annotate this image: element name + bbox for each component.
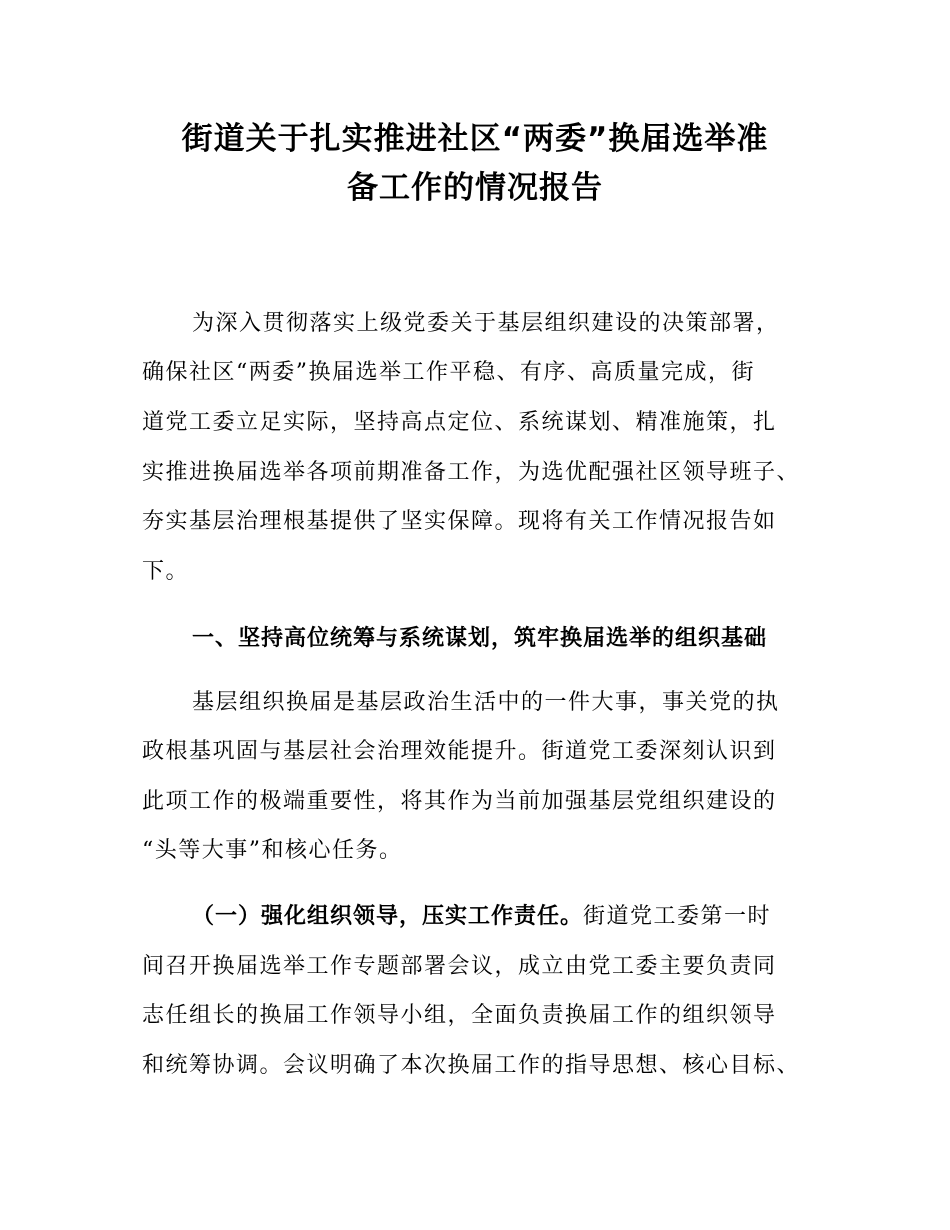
- section-1-line-3: 此项工作的极端重要性，将其作为当前加强基层党组织建设的: [142, 789, 777, 814]
- subsection-1-first-line: [192, 902, 812, 932]
- section-1-line-2: 政根基巩固与基层社会治理效能提升。街道党工委深刻认识到: [142, 739, 777, 764]
- subsection-1-line-2: 间召开换届选举工作专题部署会议，成立由党工委主要负责同: [142, 954, 777, 979]
- section-1-line-4: “头等大事”和核心任务。: [142, 838, 403, 863]
- document-title-line-1: 街道关于扎实推进社区“两委”换届选举准: [181, 121, 769, 157]
- document-title-line-2: 备工作的情况报告: [347, 170, 603, 206]
- section-1-heading: 一、坚持高位统筹与系统谋划，筑牢换届选举的组织基础: [192, 626, 768, 651]
- intro-line-4: 实推进换届选举各项前期准备工作，为选优配强社区领导班子、: [142, 460, 801, 485]
- intro-line-1: 为深入贯彻落实上级党委关于基层组织建设的决策部署，: [192, 311, 780, 336]
- intro-line-6: 下。: [142, 559, 190, 584]
- intro-line-2: 确保社区“两委”换届选举工作平稳、有序、高质量完成，街: [142, 360, 755, 385]
- subsection-1-heading: （一）强化组织领导，压实工作责任。: [192, 904, 584, 929]
- subsection-1-first-line-rest: 街道党工委第一时: [583, 904, 772, 929]
- section-1-line-1: 基层组织换届是基层政治生活中的一件大事，事关党的执: [192, 690, 780, 715]
- intro-line-5: 夯实基层治理根基提供了坚实保障。现将有关工作情况报告如: [142, 509, 777, 534]
- intro-line-3: 道党工委立足实际，坚持高点定位、系统谋划、精准施策，扎: [142, 410, 777, 435]
- subsection-1-line-3: 志任组长的换届工作领导小组，全面负责换届工作的组织领导: [142, 1003, 777, 1028]
- subsection-1-line-4: 和统筹协调。会议明确了本次换届工作的指导思想、核心目标、: [142, 1053, 801, 1078]
